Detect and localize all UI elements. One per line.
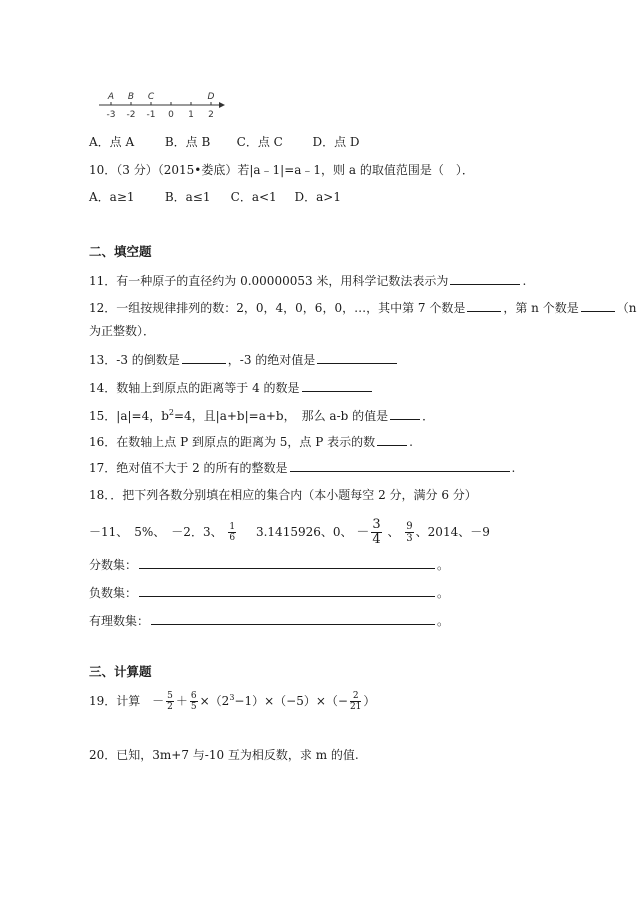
q9-option-c: C．点 C [236,135,283,149]
number-line-tick-label: -3 [106,110,116,120]
q16-text: 16．在数轴上点 P 到原点的距离为 5，点 P 表示的数 [89,435,376,449]
q17-text: 17．绝对值不大于 2 的所有的整数是 [89,461,288,475]
q18-set-fractions-label: 分数集： [89,558,138,572]
q18-set-end-3: 。 [437,614,450,628]
q18-set-fractions [89,556,449,573]
number-line-tick-label: -2 [126,110,136,120]
q13-blank-1 [182,351,226,364]
q19-label: 19．计算 [89,694,141,708]
q15-part1: 15．|a|=4，b [89,409,169,423]
q19-f1-sign: － [152,694,165,708]
q18-sep: 、 [387,525,400,539]
q10-option-a: A．a≥1 [89,190,135,204]
q18-frac2-den: 4 [372,532,381,547]
q13 [89,351,399,368]
q18-frac-nine-thirds [405,521,413,544]
q18-frac2-sign: － [356,525,370,540]
q13-blank-2 [317,351,397,364]
q18-frac3-num: 9 [406,521,413,532]
q19-mid: ×（2 [199,694,230,708]
q11-end: . [522,274,527,288]
q11-blank [450,272,520,285]
q19-end: ） [363,694,376,708]
q15-blank [390,407,420,420]
q12 [89,299,636,316]
number-line-tick-label: 2 [208,110,214,120]
q11 [89,272,526,289]
q18-nums-c: 、2014、－9 [415,525,490,539]
q12-line2: 为正整数）． [89,324,156,338]
q18-frac1-den: 6 [229,533,236,543]
q18-set-rationals-label: 有理数集： [89,614,150,628]
q19-f1-den: 2 [167,702,173,712]
q14-blank [302,379,372,392]
q18-nums-a: －11、 5%、 －2．3、 [89,525,223,539]
number-line-point-c: C [147,92,155,102]
q18-set-rationals [89,612,449,629]
section-calculation-title: 三、计算题 [89,664,152,679]
section-fill-in-title: 二、填空题 [89,244,152,259]
q17-blank [290,459,510,472]
q12-blank-2 [581,299,615,312]
number-line [95,88,230,122]
q18-set-fractions-blank [139,556,435,569]
q12-part2: ，第 n 个数是 [503,301,579,315]
q18-frac1-num: 1 [229,522,236,532]
q19-f2-num: 6 [190,691,197,701]
q10-option-c: C．a<1 [230,190,277,204]
q14 [89,379,374,396]
q12-part3: （n [616,301,637,315]
q19-f3-num: 2 [350,691,361,702]
q14-text: 14．数轴上到原点的距离等于 4 的数是 [89,381,300,395]
q18-set-negatives [89,584,449,601]
q15-sup: 2 [168,408,174,417]
q19-mid2: −1）×（−5）×（− [234,694,348,708]
number-line-tick-label: 0 [168,110,174,120]
q18-set-negatives-label: 负数集： [89,586,138,600]
q19-f2-den: 5 [190,702,197,712]
q19-frac-five-halves [166,691,174,712]
q16-blank [377,433,407,446]
q19-plus: ＋ [175,694,188,708]
q15 [89,405,434,424]
q11-text: 11．有一种原子的直径约为 0.00000053 米，用科学记数法表示为 [89,274,449,288]
q19-f1-num: 5 [167,691,173,701]
q19-frac-six-fifths [190,691,198,712]
q12-blank-1 [467,299,501,312]
q13-part2: ，-3 的绝对值是 [227,353,316,367]
q15-end: ． [422,409,435,423]
q17 [89,459,515,476]
q18-frac-three-quarters [371,518,381,547]
q16 [89,433,413,450]
q9-option-b: B．点 B [164,135,211,149]
q12-part1: 12．一组按规律排列的数：2，0，4，0，6，0，…，其中第 7 个数是 [89,301,466,315]
q18-frac3-den: 3 [406,533,413,544]
q9-options [89,134,360,150]
q10-option-b: B．a≤1 [164,190,211,204]
q17-end: . [511,461,516,475]
number-line-point-b: B [127,92,135,102]
q18-set-rationals-blank [151,612,435,625]
q18-nums-b: 3.1415926、0、 [255,525,353,539]
q18-set-end-2: 。 [437,586,450,600]
q15-part2: =4，且|a+b|=a+b， 那么 a-b 的值是 [173,409,389,423]
q9-option-d: D．点 D [312,135,360,149]
number-line-point-d: D [207,92,215,102]
number-line-arrow [219,102,225,108]
q9-option-a: A．点 A [89,135,135,149]
q10-text: 10．（3 分）（2015•娄底）若|a﹣1|=a﹣1，则 a 的取值范围是（ ）． [89,163,474,177]
number-line-tick-label: -1 [146,110,156,120]
q18-text: 18．．把下列各数分别填在相应的集合内（本小题每空 2 分，满分 6 分） [89,488,477,502]
q19 [89,684,375,715]
q18-numbers [89,518,490,547]
q10-option-d: D．a>1 [294,190,341,204]
q20-text: 20．已知，3m+7 与-10 互为相反数，求 m 的值. [89,748,359,762]
q18-frac2-num: 3 [372,517,381,532]
q13-part1: 13．-3 的倒数是 [89,353,180,367]
number-line-point-a: A [107,92,115,102]
number-line-tick-label: 1 [188,110,194,120]
q10-options [89,189,341,205]
q18-set-negatives-blank [139,584,435,597]
q18-frac-one-sixth [228,522,236,543]
q16-end: . [409,435,413,449]
q18-set-end-1: 。 [437,558,450,572]
q19-f3-den: 21 [349,702,362,712]
q19-sup: 3 [229,693,235,702]
q19-frac-two-21sts [350,691,361,712]
